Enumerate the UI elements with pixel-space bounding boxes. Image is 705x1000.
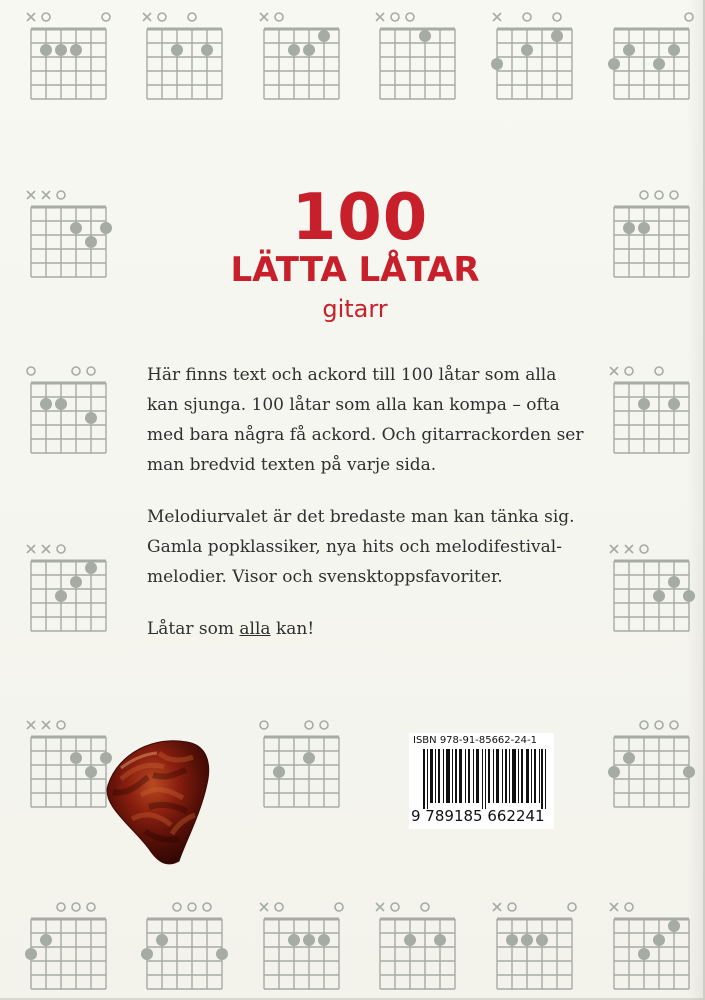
- muted-string-mark: [27, 13, 35, 21]
- muted-string-mark: [27, 191, 35, 199]
- finger-position-dot: [201, 44, 213, 56]
- open-string-mark: [625, 367, 633, 375]
- text-line: Här finns text och ackord till 100 låtar som alla: [147, 365, 557, 385]
- muted-string-mark: [143, 13, 151, 21]
- finger-position-dot: [638, 222, 650, 234]
- muted-string-mark: [42, 721, 50, 729]
- chord-diagram: [609, 358, 687, 450]
- chord-diagram-svg: [26, 4, 104, 96]
- open-string-mark: [640, 721, 648, 729]
- finger-position-dot: [55, 590, 67, 602]
- barcode-number: 9 789185 662241: [411, 807, 545, 825]
- finger-position-dot: [318, 934, 330, 946]
- finger-position-dot: [638, 398, 650, 410]
- text-line: Gamla popklassiker, nya hits och melodifestival-: [147, 537, 562, 557]
- chord-diagram: [26, 712, 104, 804]
- chord-diagram-svg: [26, 358, 104, 450]
- closing-line: [147, 614, 597, 644]
- finger-position-dot: [668, 576, 680, 588]
- chord-diagram-svg: [609, 712, 687, 804]
- chord-diagram-svg: [26, 712, 104, 804]
- open-string-mark: [173, 903, 181, 911]
- finger-position-dot: [171, 44, 183, 56]
- chord-diagram-svg: [609, 182, 687, 274]
- chord-diagram: [609, 712, 687, 804]
- finger-position-dot: [404, 934, 416, 946]
- open-string-mark: [27, 367, 35, 375]
- finger-position-dot: [70, 44, 82, 56]
- text-line: kan sjunga. 100 låtar som alla kan kompa – ofta: [147, 395, 560, 415]
- open-string-mark: [421, 903, 429, 911]
- muted-string-mark: [42, 191, 50, 199]
- title-main: LÄTTA LÅTAR: [230, 250, 480, 290]
- finger-position-dot: [70, 752, 82, 764]
- open-string-mark: [87, 903, 95, 911]
- finger-position-dot: [288, 44, 300, 56]
- text-line: med bara några få ackord. Och gitarrackorden ser: [147, 425, 584, 445]
- finger-position-dot: [419, 30, 431, 42]
- muted-string-mark: [42, 545, 50, 553]
- finger-position-dot: [85, 766, 97, 778]
- finger-position-dot: [638, 948, 650, 960]
- open-string-mark: [508, 903, 516, 911]
- finger-position-dot: [85, 562, 97, 574]
- chord-diagram-svg: [26, 894, 104, 986]
- open-string-mark: [640, 191, 648, 199]
- chord-diagram: [26, 894, 104, 986]
- cover-edge-shadow: [687, 0, 705, 1000]
- open-string-mark: [72, 367, 80, 375]
- chord-diagram: [26, 358, 104, 450]
- finger-position-dot: [608, 766, 620, 778]
- muted-string-mark: [625, 545, 633, 553]
- isbn-label: ISBN 978-91-85662-24-1: [413, 735, 537, 746]
- muted-string-mark: [376, 903, 384, 911]
- chord-diagram: [609, 182, 687, 274]
- finger-position-dot: [55, 44, 67, 56]
- finger-position-dot: [551, 30, 563, 42]
- finger-position-dot: [216, 948, 228, 960]
- chord-diagram: [259, 4, 337, 96]
- muted-string-mark: [260, 903, 268, 911]
- chord-diagram-svg: [492, 4, 570, 96]
- finger-position-dot: [288, 934, 300, 946]
- finger-position-dot: [521, 934, 533, 946]
- open-string-mark: [42, 13, 50, 21]
- open-string-mark: [655, 367, 663, 375]
- chord-diagram-svg: [142, 4, 220, 96]
- open-string-mark: [640, 545, 648, 553]
- open-string-mark: [655, 191, 663, 199]
- chord-diagram: [142, 4, 220, 96]
- chord-diagram: [26, 536, 104, 628]
- chord-diagram-svg: [492, 894, 570, 986]
- finger-position-dot: [668, 398, 680, 410]
- open-string-mark: [391, 13, 399, 21]
- muted-string-mark: [260, 13, 268, 21]
- finger-position-dot: [653, 590, 665, 602]
- finger-position-dot: [70, 576, 82, 588]
- chord-diagram-svg: [142, 894, 220, 986]
- chord-diagram: [492, 4, 570, 96]
- open-string-mark: [670, 191, 678, 199]
- open-string-mark: [568, 903, 576, 911]
- muted-string-mark: [27, 721, 35, 729]
- muted-string-mark: [493, 903, 501, 911]
- barcode-bars: [423, 749, 547, 809]
- finger-position-dot: [85, 236, 97, 248]
- open-string-mark: [57, 903, 65, 911]
- open-string-mark: [655, 721, 663, 729]
- finger-position-dot: [623, 222, 635, 234]
- muted-string-mark: [376, 13, 384, 21]
- text-line: Melodiurvalet är det bredaste man kan tänka sig.: [147, 507, 575, 527]
- muted-string-mark: [27, 545, 35, 553]
- chord-diagram: [259, 712, 337, 804]
- open-string-mark: [320, 721, 328, 729]
- closing-prefix: Låtar som: [147, 619, 240, 639]
- chord-diagram: [26, 182, 104, 274]
- closing-suffix: kan!: [270, 619, 315, 639]
- chord-diagram: [375, 894, 453, 986]
- finger-position-dot: [156, 934, 168, 946]
- finger-position-dot: [668, 920, 680, 932]
- finger-position-dot: [55, 398, 67, 410]
- finger-position-dot: [668, 44, 680, 56]
- chord-diagram-svg: [609, 358, 687, 450]
- chord-diagram-svg: [259, 894, 337, 986]
- open-string-mark: [260, 721, 268, 729]
- open-string-mark: [57, 721, 65, 729]
- open-string-mark: [87, 367, 95, 375]
- chord-diagram: [609, 4, 687, 96]
- chord-diagram: [259, 894, 337, 986]
- open-string-mark: [335, 903, 343, 911]
- finger-position-dot: [653, 58, 665, 70]
- chord-diagram-svg: [375, 894, 453, 986]
- finger-position-dot: [491, 58, 503, 70]
- open-string-mark: [188, 13, 196, 21]
- chord-diagram: [609, 894, 687, 986]
- chord-diagram-svg: [259, 4, 337, 96]
- finger-position-dot: [40, 44, 52, 56]
- open-string-mark: [305, 721, 313, 729]
- muted-string-mark: [610, 903, 618, 911]
- chord-diagram: [142, 894, 220, 986]
- text-line: melodier. Visor och svensktoppsfavoriter.: [147, 567, 503, 587]
- title-block: [150, 182, 560, 326]
- open-string-mark: [188, 903, 196, 911]
- finger-position-dot: [623, 752, 635, 764]
- title-number: 100: [291, 181, 429, 255]
- finger-position-dot: [521, 44, 533, 56]
- chord-diagram-svg: [26, 536, 104, 628]
- finger-position-dot: [683, 590, 695, 602]
- open-string-mark: [625, 903, 633, 911]
- chord-diagram: [492, 894, 570, 986]
- text-line: man bredvid texten på varje sida.: [147, 455, 437, 475]
- open-string-mark: [57, 545, 65, 553]
- finger-position-dot: [85, 412, 97, 424]
- finger-position-dot: [273, 766, 285, 778]
- finger-position-dot: [70, 222, 82, 234]
- paragraph-1: [147, 360, 597, 480]
- description-text: [147, 360, 597, 666]
- finger-position-dot: [40, 398, 52, 410]
- finger-position-dot: [141, 948, 153, 960]
- finger-position-dot: [536, 934, 548, 946]
- finger-position-dot: [506, 934, 518, 946]
- chord-diagram-svg: [26, 182, 104, 274]
- chord-diagram-svg: [609, 894, 687, 986]
- finger-position-dot: [683, 766, 695, 778]
- finger-position-dot: [608, 58, 620, 70]
- finger-position-dot: [25, 948, 37, 960]
- open-string-mark: [203, 903, 211, 911]
- open-string-mark: [553, 13, 561, 21]
- subtitle: gitarr: [322, 295, 388, 323]
- open-string-mark: [523, 13, 531, 21]
- finger-position-dot: [40, 934, 52, 946]
- open-string-mark: [275, 13, 283, 21]
- finger-position-dot: [434, 934, 446, 946]
- muted-string-mark: [610, 367, 618, 375]
- open-string-mark: [57, 191, 65, 199]
- guitar-pick-image: [101, 737, 211, 867]
- muted-string-mark: [493, 13, 501, 21]
- finger-position-dot: [653, 934, 665, 946]
- muted-string-mark: [610, 545, 618, 553]
- open-string-mark: [670, 721, 678, 729]
- chord-diagram-svg: [375, 4, 453, 96]
- chord-diagram: [26, 4, 104, 96]
- open-string-mark: [158, 13, 166, 21]
- finger-position-dot: [100, 222, 112, 234]
- chord-diagram: [375, 4, 453, 96]
- finger-position-dot: [303, 934, 315, 946]
- finger-position-dot: [303, 752, 315, 764]
- open-string-mark: [102, 13, 110, 21]
- open-string-mark: [391, 903, 399, 911]
- open-string-mark: [406, 13, 414, 21]
- open-string-mark: [72, 903, 80, 911]
- finger-position-dot: [318, 30, 330, 42]
- paragraph-2: [147, 502, 597, 592]
- chord-diagram: [609, 536, 687, 628]
- chord-diagram-svg: [259, 712, 337, 804]
- open-string-mark: [275, 903, 283, 911]
- finger-position-dot: [303, 44, 315, 56]
- finger-position-dot: [623, 44, 635, 56]
- chord-diagram-svg: [609, 4, 687, 96]
- chord-diagram-svg: [609, 536, 687, 628]
- barcode-box: [409, 733, 554, 829]
- closing-emphasis: alla: [239, 619, 271, 639]
